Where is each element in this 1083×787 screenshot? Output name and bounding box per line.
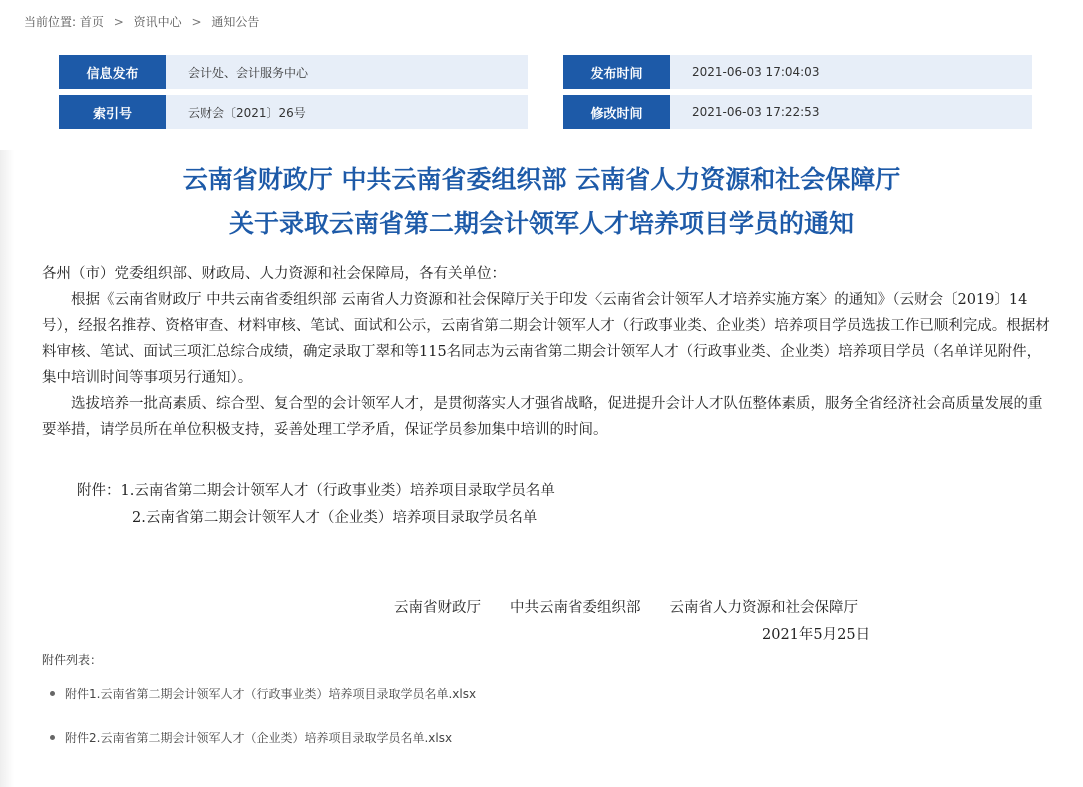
- meta-index-label: 索引号: [59, 95, 166, 129]
- bullet-icon: [50, 735, 55, 740]
- page-title-line2: 关于录取云南省第二期会计领军人才培养项目学员的通知: [228, 209, 854, 238]
- article-date: 2021年5月25日: [762, 627, 871, 643]
- breadcrumb-separator-icon: >: [113, 15, 124, 29]
- meta-index-value: 云财会〔2021〕26号: [166, 95, 528, 129]
- left-edge-decoration: [0, 150, 14, 787]
- article-signers: 云南省财政厅 中共云南省委组织部 云南省人力资源和社会保障厅: [394, 600, 858, 616]
- page-title-line1: 云南省财政厅 中共云南省委组织部 云南省人力资源和社会保障厅: [182, 165, 901, 194]
- meta-publish-time-row: [563, 55, 1032, 89]
- breadcrumb-news-link[interactable]: 资讯中心: [133, 15, 182, 29]
- meta-modify-time-label: 修改时间: [563, 95, 670, 129]
- meta-modify-time-value: 2021-06-03 17:22:53: [670, 95, 1032, 129]
- attachment-list-header: 附件列表：: [42, 653, 103, 667]
- article-paragraph-1: 根据《云南省财政厅 中共云南省委组织部 云南省人力资源和社会保障厅关于印发〈云南省会计领军人才培养实施方案〉的通知》（云财会〔2019〕14号），经报名推荐、资格审查、材料审核、笔试、面试和公示，云南省第二期会计领军人才（行政事业类、企业类）培养项目学员选拔工作已顺利完成。根据材料审核、笔试、面试三项汇总综合成绩，确定录取丁翠和等115名同志为云南省第二期会计领军人才（行政事业类、企业类）培养项目学员（名单详见附件，集中培训时间等事项另行通知）。: [42, 292, 1050, 386]
- article-paragraph-2: 选拔培养一批高素质、综合型、复合型的会计领军人才，是贯彻落实人才强省战略，促进提升会计人才队伍整体素质，服务全省经济社会高质量发展的重要举措，请学员所在单位积极支持，妥善处理工学矛盾，保证学员参加集中培训的时间。: [42, 396, 1043, 438]
- attachment-list-item: [50, 729, 452, 746]
- attachment-file-link-2[interactable]: 附件2.云南省第二期会计领军人才（企业类）培养项目录取学员名单.xlsx: [65, 731, 453, 745]
- breadcrumb-notices-link[interactable]: 通知公告: [211, 15, 260, 29]
- article-salutation: 各州（市）党委组织部、财政局、人力资源和社会保障局，各有关单位：: [42, 266, 506, 282]
- attachment-list-item: [50, 685, 476, 702]
- meta-publish-time-label: 发布时间: [563, 55, 670, 89]
- meta-publisher-label: 信息发布: [59, 55, 166, 89]
- meta-publish-time-value: 2021-06-03 17:04:03: [670, 55, 1032, 89]
- meta-publisher-value: 会计处、会计服务中心: [166, 55, 528, 89]
- meta-publisher-row: [59, 55, 528, 89]
- meta-index-row: [59, 95, 528, 129]
- meta-modify-time-row: [563, 95, 1032, 129]
- breadcrumb: [24, 13, 259, 30]
- bullet-icon: [50, 691, 55, 696]
- article-body: [42, 261, 1052, 443]
- attachment-file-link-1[interactable]: 附件1.云南省第二期会计领军人才（行政事业类）培养项目录取学员名单.xlsx: [65, 687, 477, 701]
- article-attachment-line-1: 附件：1.云南省第二期会计领军人才（行政事业类）培养项目录取学员名单: [77, 483, 555, 499]
- article-attachment-line-2: 2.云南省第二期会计领军人才（企业类）培养项目录取学员名单: [132, 510, 538, 526]
- breadcrumb-home-link[interactable]: 首页: [79, 15, 104, 29]
- breadcrumb-separator-icon: >: [191, 15, 202, 29]
- breadcrumb-prefix: 当前位置:: [24, 15, 77, 29]
